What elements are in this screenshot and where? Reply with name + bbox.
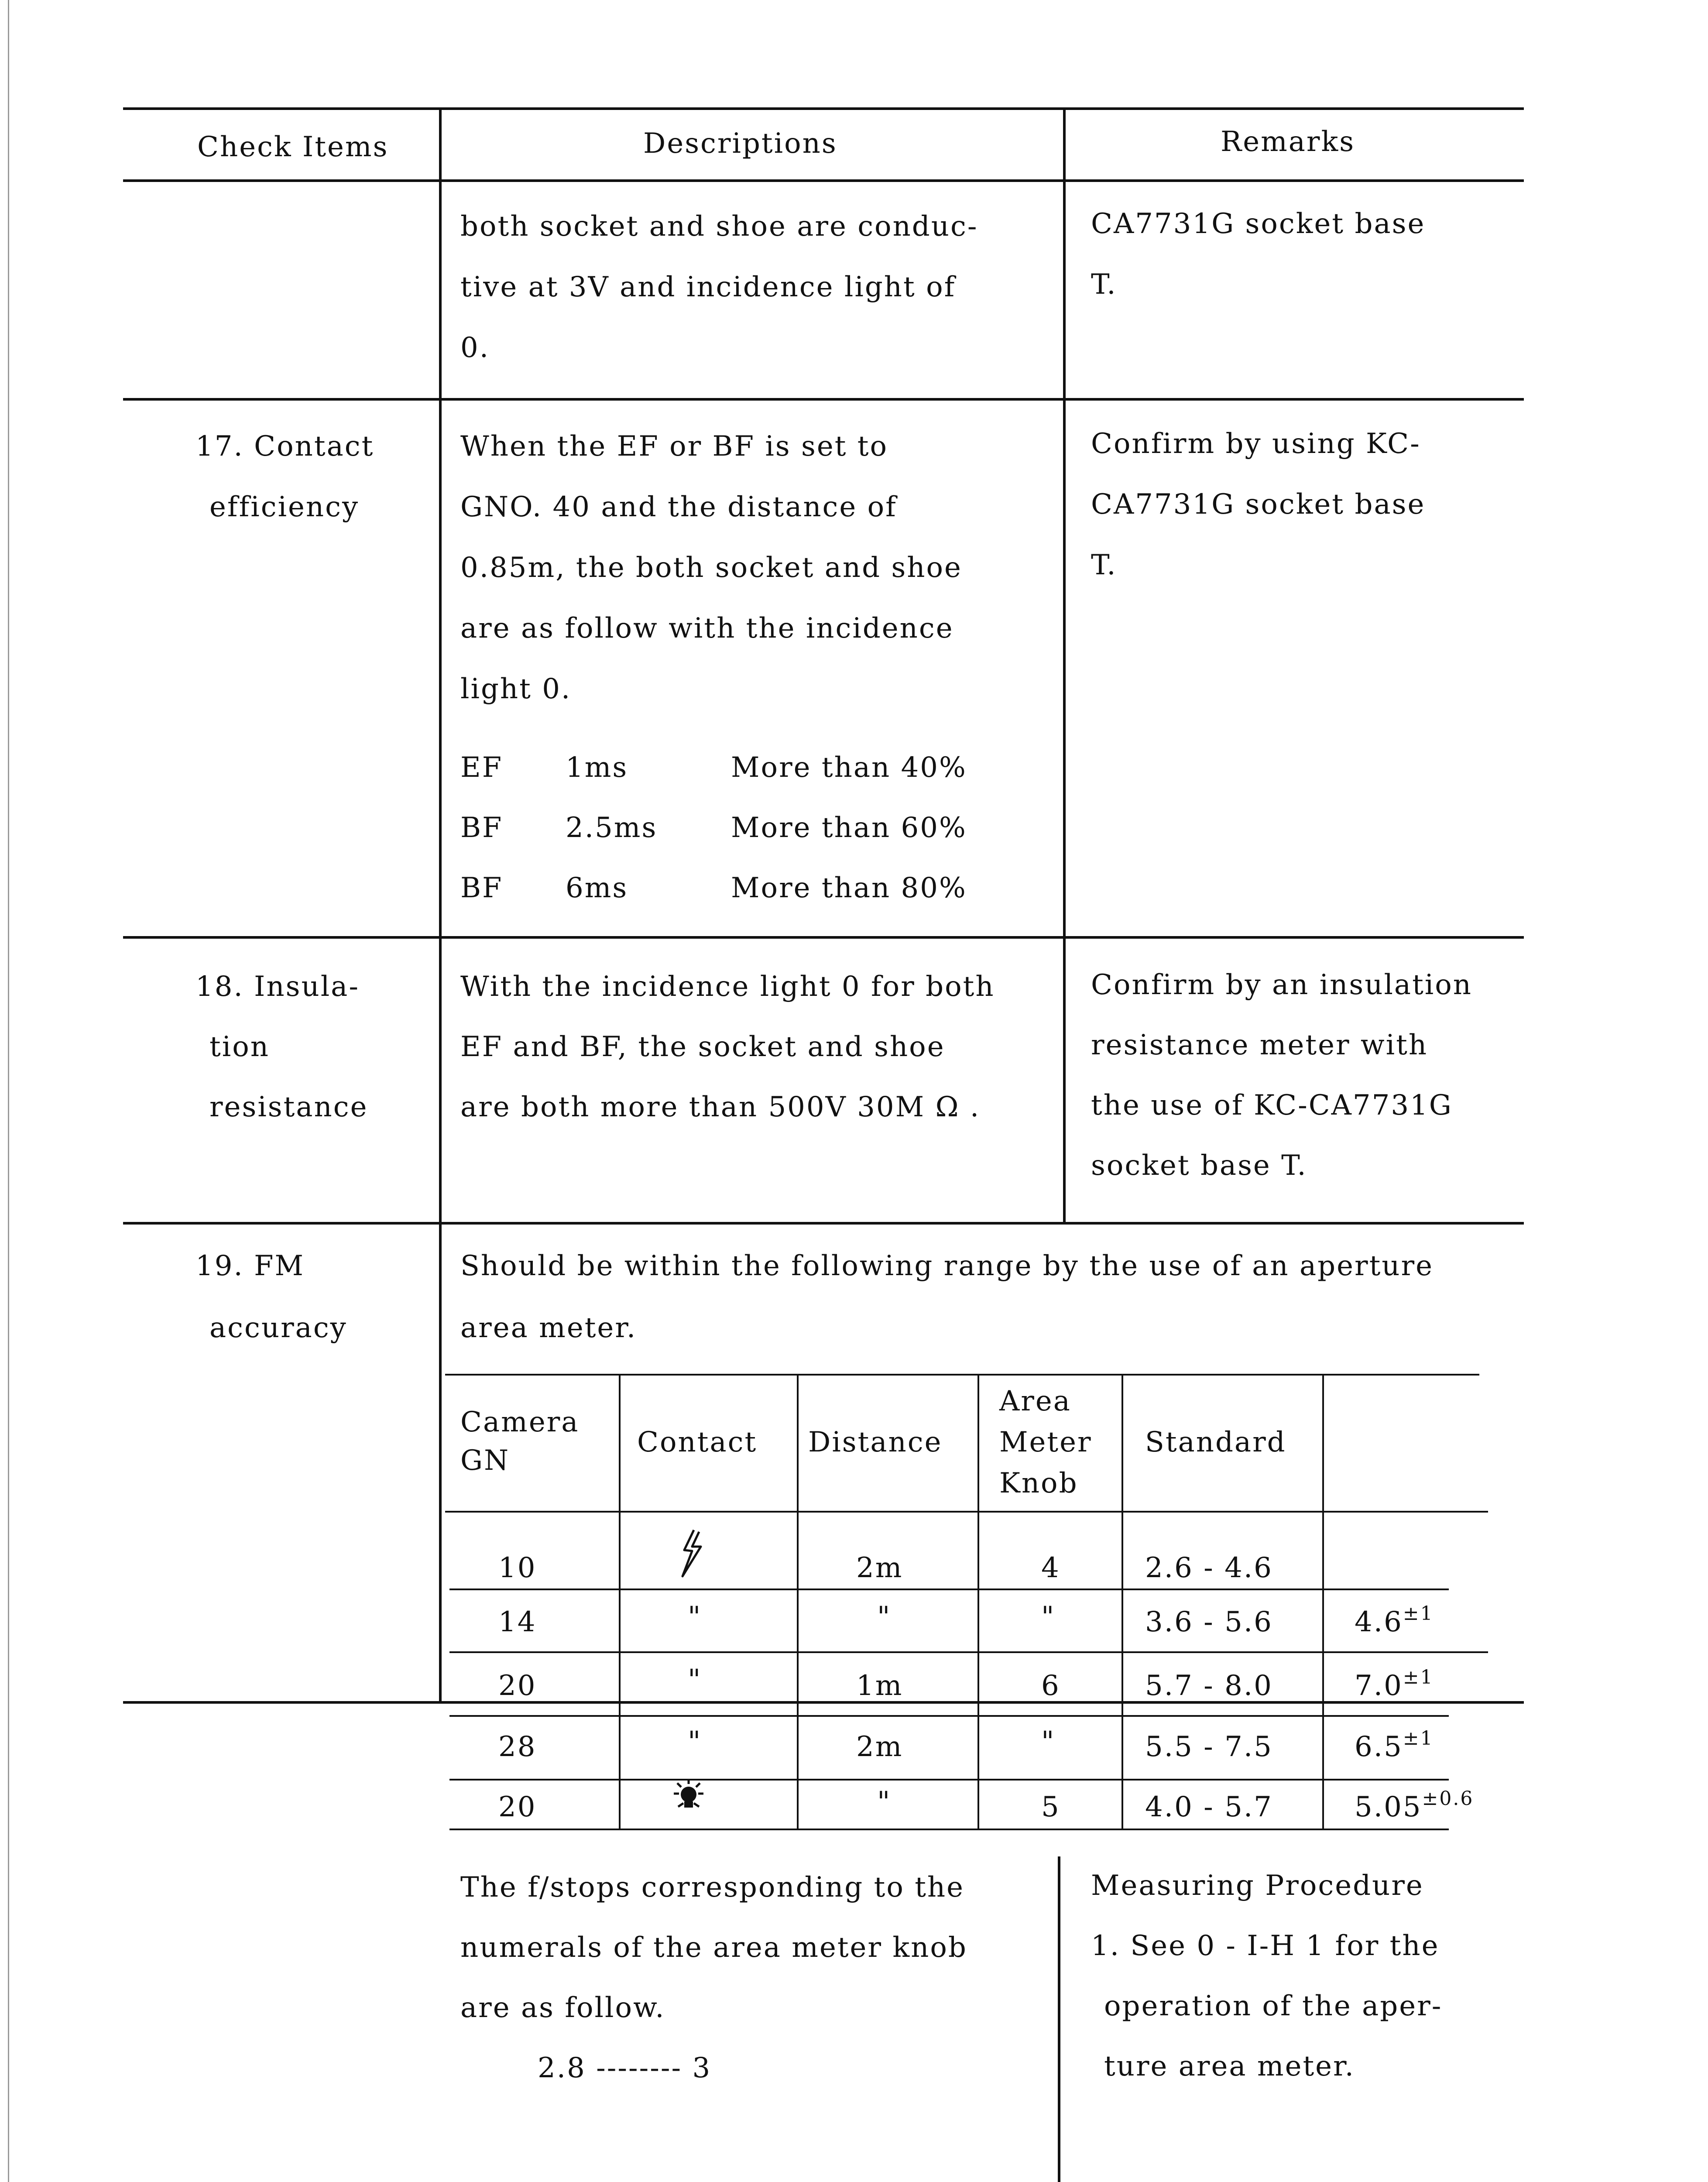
cell-tolerance: $5.05^{\pm 0.6}$ <box>1355 1787 1474 1823</box>
cell-distance: " <box>877 1601 892 1633</box>
cell-gn: 20 <box>498 1791 537 1823</box>
cell-tolerance: $4.6^{\pm 1}$ <box>1355 1602 1434 1638</box>
cell-contact: " <box>688 1726 702 1758</box>
subtable-row-rule <box>449 1715 1449 1717</box>
header-descriptions: Descriptions <box>643 127 837 160</box>
cell-standard: 5.5 - 7.5 <box>1145 1731 1273 1763</box>
value-result: More than 80% <box>731 872 967 904</box>
value-result: More than 40% <box>731 751 967 784</box>
cell-distance: 1m <box>856 1670 903 1702</box>
bottom-rule <box>123 1701 1524 1704</box>
cell-gn: 10 <box>498 1552 537 1584</box>
row18-rule <box>123 1222 1524 1225</box>
cell-distance: 2m <box>856 1731 903 1763</box>
row16-rule <box>123 398 1524 401</box>
cell-knob: " <box>1041 1726 1056 1758</box>
cell-knob: 6 <box>1041 1670 1060 1702</box>
col-camera-gn: GN <box>460 1444 510 1477</box>
subtable-header-rule <box>445 1511 1488 1513</box>
header-rule <box>123 179 1524 182</box>
lightning-bolt-icon <box>678 1527 704 1580</box>
subtable-col-rule <box>1122 1374 1123 1830</box>
col-knob: Area <box>999 1385 1071 1417</box>
value-result: More than 60% <box>731 812 967 844</box>
col-standard: Standard <box>1145 1426 1286 1458</box>
bulb-icon <box>668 1776 710 1818</box>
subtable-bottom-rule <box>449 1829 1449 1830</box>
subtable-col-rule <box>1322 1374 1324 1830</box>
cell-contact: " <box>688 1601 702 1633</box>
value-time: 2.5ms <box>566 812 658 844</box>
cell-standard: 2.6 - 4.6 <box>1145 1552 1273 1584</box>
cell-tolerance: $7.0^{\pm 1}$ <box>1355 1666 1434 1702</box>
value-mode: BF <box>460 872 503 904</box>
col-distance: Distance <box>808 1426 943 1458</box>
fstop-example: 2.8 -------- 3 <box>538 2052 712 2084</box>
cell-standard: 3.6 - 5.6 <box>1145 1606 1273 1638</box>
cell-tolerance: $6.5^{\pm 1}$ <box>1355 1727 1434 1763</box>
cell-knob: 5 <box>1041 1791 1060 1823</box>
top-rule <box>123 107 1524 110</box>
cell-gn: 28 <box>498 1731 537 1763</box>
cell-distance: " <box>877 1786 892 1818</box>
cell-standard: 4.0 - 5.7 <box>1145 1791 1273 1823</box>
value-mode: EF <box>460 751 503 784</box>
subtable-col-rule <box>797 1374 799 1830</box>
column-divider-2 <box>1063 107 1066 1225</box>
column-divider-bottom <box>1058 1856 1060 2182</box>
col-knob: Meter <box>999 1426 1092 1458</box>
column-divider-1 <box>439 107 442 1704</box>
cell-gn: 20 <box>498 1670 537 1702</box>
cell-gn: 14 <box>498 1606 537 1638</box>
cell-knob: 4 <box>1041 1552 1060 1584</box>
subtable-col-rule <box>619 1374 621 1830</box>
col-contact: Contact <box>637 1426 758 1458</box>
subtable-top-rule <box>445 1374 1479 1376</box>
cell-contact: " <box>688 1664 702 1696</box>
value-time: 1ms <box>566 751 628 784</box>
subtable-row-rule <box>449 1651 1488 1653</box>
header-remarks: Remarks <box>1221 126 1355 158</box>
col-knob: Knob <box>999 1467 1078 1499</box>
row17-rule <box>123 936 1524 939</box>
value-mode: BF <box>460 812 503 844</box>
subtable-row-rule <box>449 1779 1449 1781</box>
binding-edge-line <box>8 0 9 2182</box>
col-camera-gn: Camera <box>460 1406 580 1438</box>
subtable-row-rule <box>449 1588 1449 1590</box>
subtable-col-rule <box>977 1374 979 1830</box>
header-check-items: Check Items <box>197 131 389 163</box>
cell-knob: " <box>1041 1601 1056 1633</box>
value-time: 6ms <box>566 872 628 904</box>
cell-standard: 5.7 - 8.0 <box>1145 1670 1273 1702</box>
cell-distance: 2m <box>856 1552 903 1584</box>
